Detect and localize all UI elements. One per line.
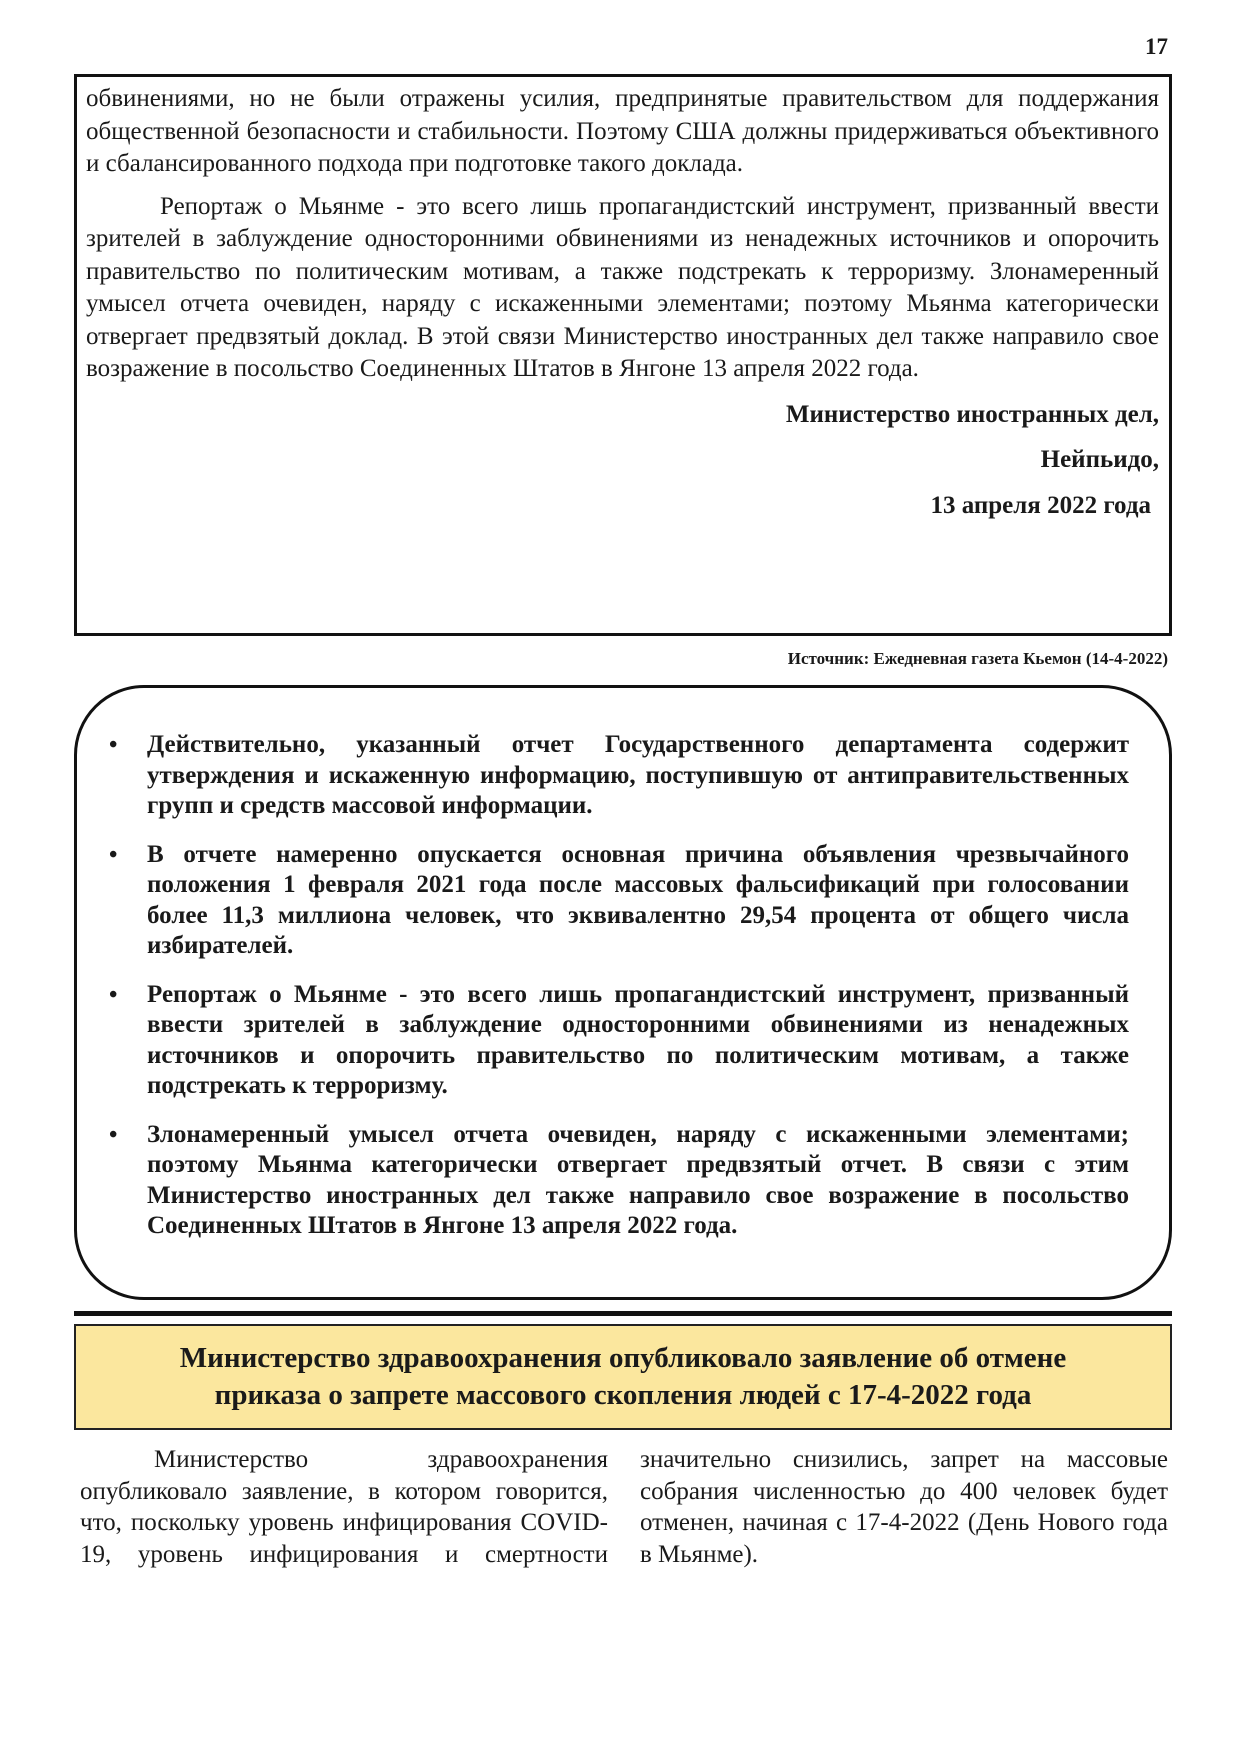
headline-line: приказа о запрете массового скопления людей с 17-4-2022 года xyxy=(214,1379,1032,1411)
bullet-icon: • xyxy=(109,981,118,1008)
article-column-left: Министерство здравоохранения опубликовало заявление, в котором говорится, что, поскольку уровень инфицирования COVID-19, уровень инфицирования и смертности xyxy=(80,1446,608,1568)
summary-item-text: Злонамеренный умысел отчета очевиден, наряду с искаженными элементами; поэтому Мьянма категорически отвергает предвзятый отчет. В связи с этим Министерство иностранных дел также направило свое возражение в посольство Соединенных Штатов в Янгоне 13 апреля 2022 года. xyxy=(147,1120,1129,1239)
article-column-right: значительно снизились, запрет на массовые собрания численностью до 400 человек будет отменен, начиная с 17-4-2022 (День Нового года в Мьянме). xyxy=(640,1446,1168,1568)
summary-item-text: Действительно, указанный отчет Государственного департамента содержит утверждения и искаженную информацию, поступившую от антиправительственных групп и средств массовой информации. xyxy=(147,731,1129,819)
summary-item-text: Репортаж о Мьянме - это всего лишь пропагандистский инструмент, призванный ввести зрителей в заблуждение односторонними обвинениями из ненадежных источников и опорочить правительство по политическим мотивам, а также подстрекать к терроризму. xyxy=(147,980,1129,1099)
summary-list xyxy=(107,730,1129,1242)
signature-ministry: Министерство иностранных дел, xyxy=(785,400,1159,428)
summary-item xyxy=(107,730,1129,822)
summary-item-text: В отчете намеренно опускается основная причина объявления чрезвычайного положения 1 февраля 2021 года после массовых фальсификаций при голосовании более 11,3 миллиона человек, что эквивалентно 29,54 процента от общего числа избирателей. xyxy=(147,840,1129,959)
summary-item xyxy=(107,1120,1129,1242)
source-credit: Источник: Ежедневная газета Кьемон (14-4-2022) xyxy=(787,649,1168,668)
article-headline xyxy=(74,1324,1172,1430)
section-divider xyxy=(74,1311,1172,1316)
summary-item xyxy=(107,840,1129,962)
signature-city: Нейпьидо, xyxy=(1040,446,1159,473)
statement-paragraph: обвинениями, но не были отражены усилия, предпринятые правительством для поддержания общественной безопасности и стабильности. Поэтому США должны придерживаться объективного и сбалансированного подхода при подготовке такого доклада. xyxy=(86,85,1159,177)
statement-paragraph: Репортаж о Мьянме - это всего лишь пропагандистский инструмент, призванный ввести зрителей в заблуждение односторонними обвинениями из ненадежных источников и опорочить правительство по политическим мотивам, а также подстрекать к терроризму. Злонамеренный умысел отчета очевиден, наряду с искаженными элементами; поэтому Мьянма категорически отвергает предвзятый доклад. В этой связи Министерство иностранных дел также направило свое возражение в посольство Соединенных Штатов в Янгоне 13 апреля 2022 года. xyxy=(86,192,1159,382)
summary-box xyxy=(74,685,1172,1300)
bullet-icon: • xyxy=(109,841,118,868)
headline-line: Министерство здравоохранения опубликовало заявление об отмене xyxy=(179,1342,1067,1374)
signature-date: 13 апреля 2022 года xyxy=(930,491,1151,519)
page-number: 17 xyxy=(1145,34,1168,59)
bullet-icon: • xyxy=(109,732,118,758)
bullet-icon: • xyxy=(109,1121,118,1148)
summary-item xyxy=(107,980,1129,1102)
statement-box xyxy=(74,74,1172,636)
